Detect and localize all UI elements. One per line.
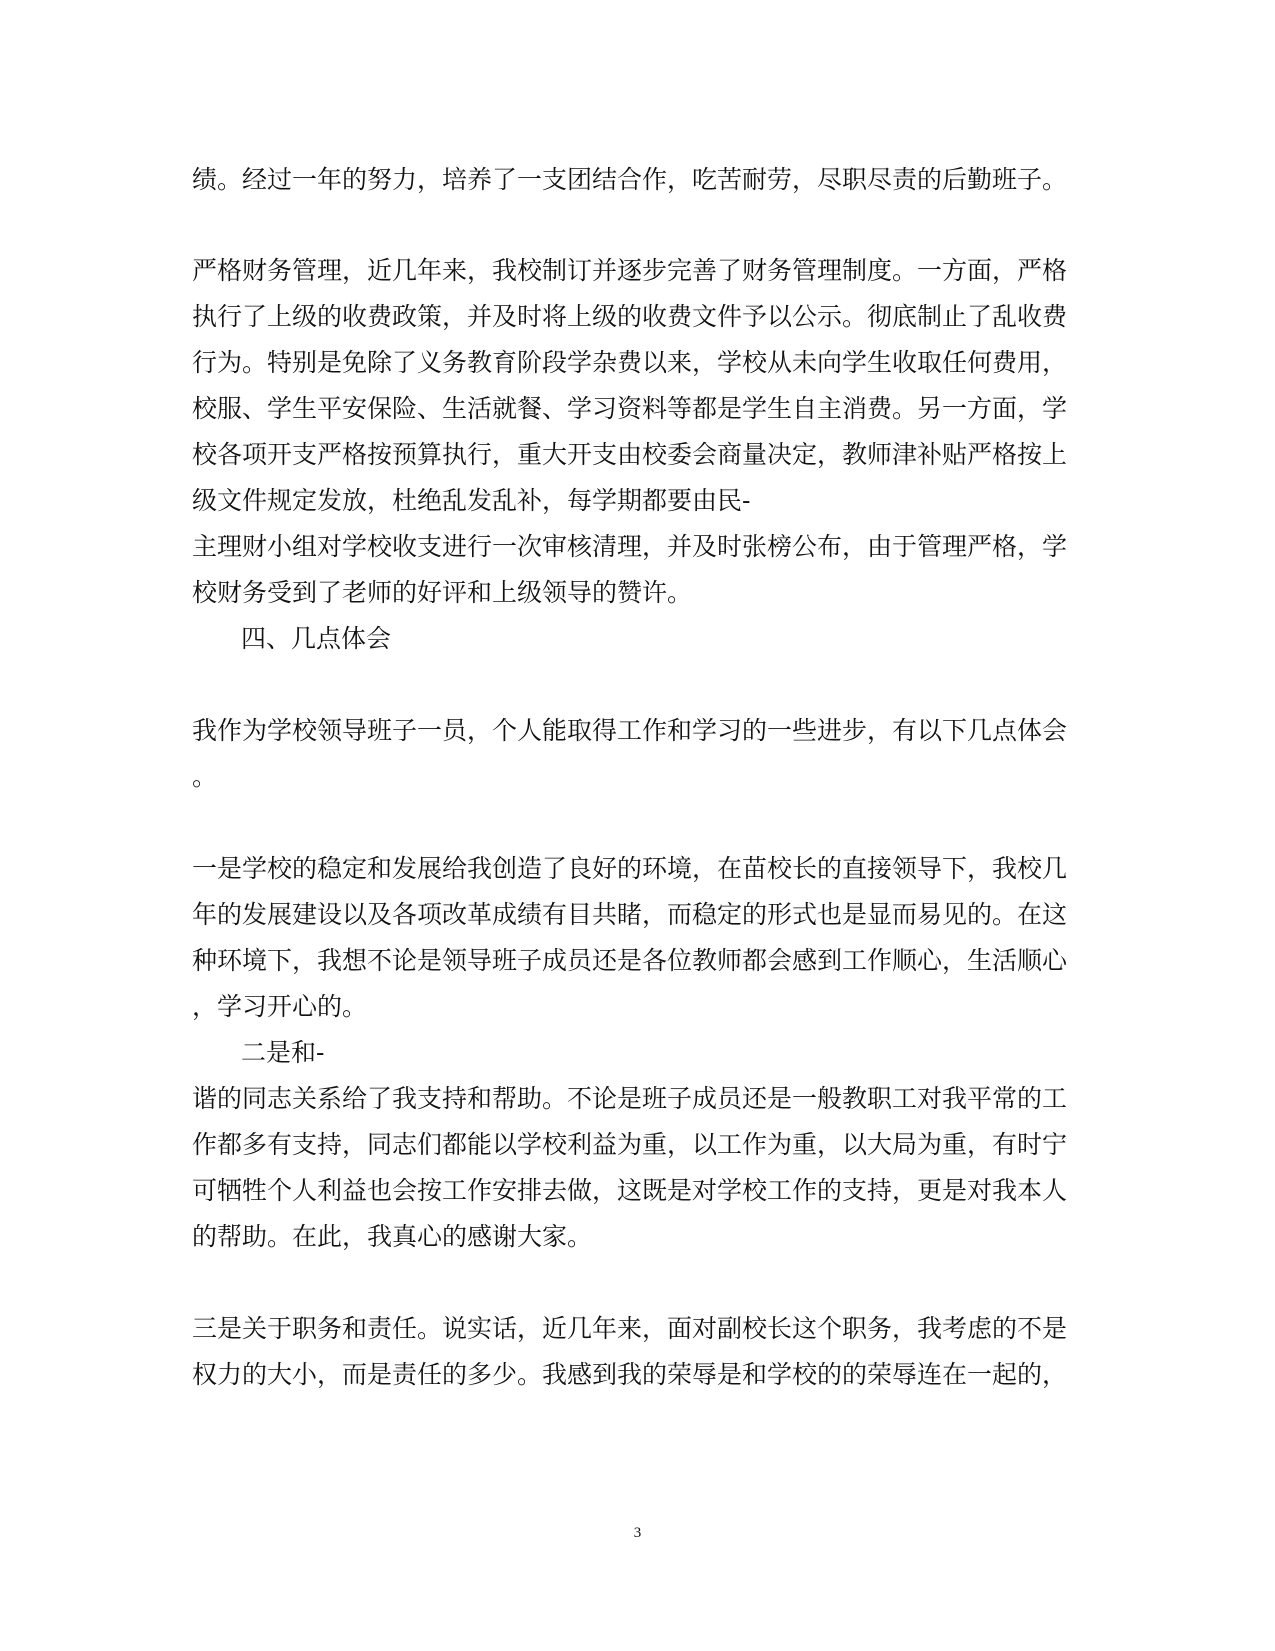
text-line: 级文件规定发放，杜绝乱发乱补，每学期都要由民- [192,486,751,515]
text-line: 作都多有支持，同志们都能以学校利益为重，以工作为重，以大局为重，有时宁 [192,1130,1068,1159]
text-line: 行为。特别是免除了义务教育阶段学杂费以来，学校从未向学生收取任何费用， [192,348,1068,377]
text-line: 的帮助。在此，我真心的感谢大家。 [192,1222,593,1251]
text-line: ，学习开心的。 [192,992,368,1021]
text-line: 一是学校的稳定和发展给我创造了良好的环境，在苗校长的直接领导下，我校几 [192,854,1068,883]
text-line: 执行了上级的收费政策，并及时将上级的收费文件予以公示。彻底制止了乱收费 [192,302,1068,331]
text-line: 。 [192,762,218,791]
text-line: 权力的大小，而是责任的多少。我感到我的荣辱是和学校的的荣辱连在一起的， [192,1360,1068,1389]
text-line: 绩。经过一年的努力，培养了一支团结合作，吃苦耐劳，尽职尽责的后勤班子。 [192,165,1068,194]
text-line: 种环境下，我想不论是领导班子成员还是各位教师都会感到工作顺心，生活顺心 [192,946,1068,975]
text-line: 谐的同志关系给了我支持和帮助。不论是班子成员还是一般教职工对我平常的工 [192,1084,1068,1113]
text-line: 三是关于职务和责任。说实话，近几年来，面对副校长这个职务，我考虑的不是 [192,1314,1068,1343]
text-line: 校财务受到了老师的好评和上级领导的赞许。 [192,578,693,607]
text-line: 主理财小组对学校收支进行一次审核清理，并及时张榜公布，由于管理严格，学 [192,532,1068,561]
text-line: 年的发展建设以及各项改革成绩有目共睹，而稳定的形式也是显而易见的。在这 [192,900,1068,929]
text-line: 可牺牲个人利益也会按工作安排去做，这既是对学校工作的支持，更是对我本人 [192,1176,1068,1205]
text-line: 我作为学校领导班子一员，个人能取得工作和学习的一些进步，有以下几点体会 [192,716,1068,745]
text-line: 严格财务管理，近几年来，我校制订并逐步完善了财务管理制度。一方面，严格 [192,256,1068,285]
text-line: 校服、学生平安保险、生活就餐、学习资料等都是学生自主消费。另一方面，学 [192,394,1068,423]
section-heading: 四、几点体会 [241,624,392,653]
text-line: 校各项开支严格按预算执行，重大开支由校委会商量决定，教师津补贴严格按上 [192,440,1068,469]
page-number: 3 [633,1525,642,1541]
text-line: 二是和- [241,1038,325,1067]
